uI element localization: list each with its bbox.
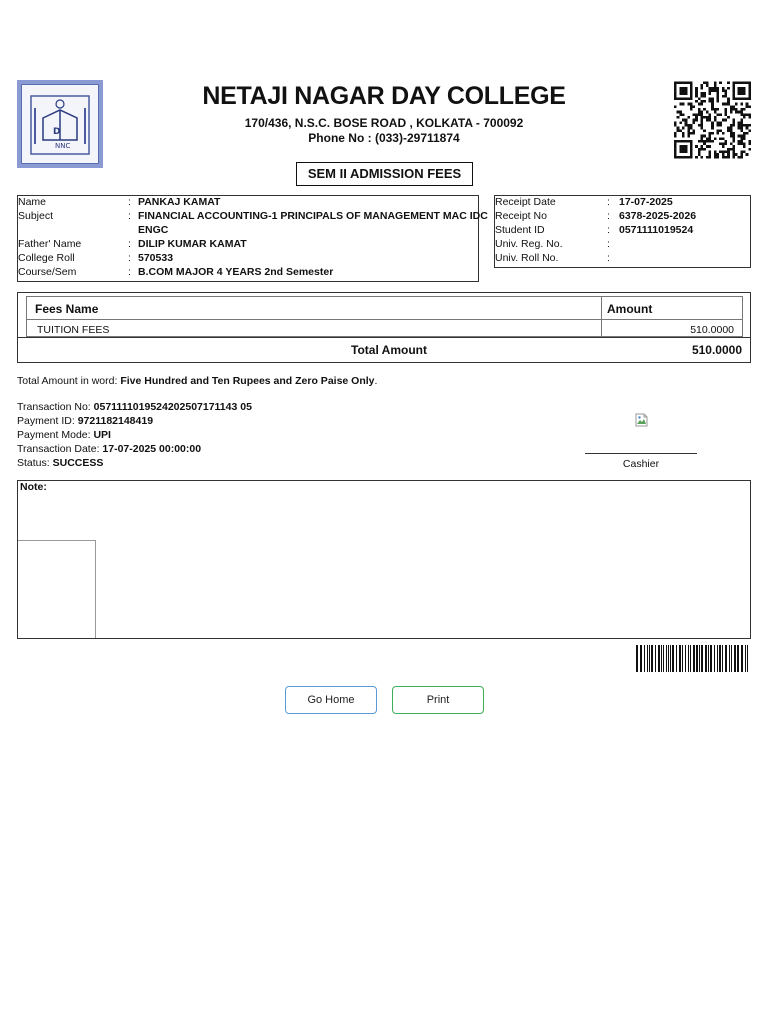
transaction-date-row <box>17 443 201 455</box>
note-box <box>17 480 751 639</box>
fee-item-amount: 510.0000 <box>690 324 734 336</box>
fees-name-header: Fees Name <box>35 302 99 316</box>
status-row <box>17 457 103 469</box>
univ-roll-label: Univ. Roll No. <box>495 252 559 264</box>
colon: : <box>128 266 131 278</box>
colon: : <box>128 238 131 250</box>
colon: : <box>607 238 610 250</box>
subject-value-cont: ENGC <box>138 224 169 236</box>
college-logo-icon <box>17 80 103 168</box>
total-amount-value: 510.0000 <box>691 343 742 357</box>
payment-mode-label: Payment Mode: <box>17 429 94 441</box>
fees-table <box>26 296 743 337</box>
receipt-no-label: Receipt No <box>495 210 547 222</box>
broken-image-icon <box>635 413 648 427</box>
amount-words-label: Total Amount in word: <box>17 375 121 387</box>
college-phone: Phone No : (033)-29711874 <box>308 131 460 145</box>
payment-id: 9721182148419 <box>77 415 154 427</box>
note-label: Note: <box>20 481 47 493</box>
transaction-no-label: Transaction No: <box>17 401 94 413</box>
student-id: 0571111019524 <box>619 224 694 236</box>
go-home-button[interactable]: Go Home <box>285 686 377 714</box>
receipt-date: 17-07-2025 <box>619 196 673 208</box>
student-info-box <box>17 195 488 282</box>
college-name: NETAJI NAGAR DAY COLLEGE <box>202 82 566 110</box>
colon: : <box>607 224 610 236</box>
column-divider <box>601 297 602 336</box>
transaction-date: 17-07-2025 00:00:00 <box>102 443 202 455</box>
colon: : <box>607 196 610 208</box>
transaction-no-row <box>17 401 252 413</box>
amount-words-value: Five Hundred and Ten Rupees and Zero Paise Only <box>120 375 375 387</box>
colon: : <box>128 210 131 222</box>
subject-value: FINANCIAL ACCOUNTING-1 PRINCIPALS OF MANAGEMENT MAC IDC <box>138 210 488 222</box>
fee-item-name: TUITION FEES <box>37 324 110 336</box>
amount-words-suffix: . <box>374 375 378 387</box>
payment-id-label: Payment ID: <box>17 415 78 427</box>
receipt-no: 6378-2025-2026 <box>619 210 697 222</box>
univ-reg-label: Univ. Reg. No. <box>495 238 563 250</box>
father-name: DILIP KUMAR KAMAT <box>138 238 247 250</box>
receipt-date-label: Receipt Date <box>495 196 556 208</box>
amount-in-words <box>17 375 377 387</box>
barcode-icon <box>635 645 751 676</box>
college-roll: 570533 <box>138 252 174 264</box>
document-title: SEM II ADMISSION FEES <box>296 162 473 186</box>
colon: : <box>128 196 131 208</box>
payment-mode: UPI <box>93 429 111 441</box>
student-id-label: Student ID <box>495 224 545 236</box>
qr-code-icon <box>674 80 751 160</box>
note-image-placeholder <box>18 540 96 638</box>
status-value: SUCCESS <box>52 457 104 469</box>
receipt-info-box <box>494 195 751 268</box>
print-button[interactable]: Print <box>392 686 484 714</box>
father-label: Father' Name <box>18 238 82 250</box>
payment-mode-row <box>17 429 111 441</box>
cashier-label: Cashier <box>622 458 660 470</box>
subject-label: Subject <box>18 210 54 222</box>
colon: : <box>607 210 610 222</box>
colon: : <box>128 252 131 264</box>
total-amount-label: Total Amount <box>351 343 427 357</box>
name-label: Name <box>18 196 47 208</box>
course-label: Course/Sem <box>18 266 77 278</box>
amount-header: Amount <box>607 302 653 316</box>
signature-line <box>585 453 697 454</box>
svg-text:NNC: NNC <box>55 142 71 150</box>
roll-label: College Roll <box>18 252 75 264</box>
student-name: PANKAJ KAMAT <box>138 196 221 208</box>
transaction-no: 0571111019524202507171143 05 <box>93 401 252 413</box>
transaction-date-label: Transaction Date: <box>17 443 103 455</box>
svg-text:D: D <box>53 127 61 137</box>
fees-section <box>17 292 751 363</box>
colon: : <box>607 252 610 264</box>
payment-id-row <box>17 415 153 427</box>
total-divider <box>18 337 750 338</box>
status-label: Status: <box>17 457 53 469</box>
college-address: 170/436, N.S.C. BOSE ROAD , KOLKATA - 700092 <box>244 116 524 130</box>
course-value: B.COM MAJOR 4 YEARS 2nd Semester <box>138 266 334 278</box>
header-divider <box>27 319 742 320</box>
